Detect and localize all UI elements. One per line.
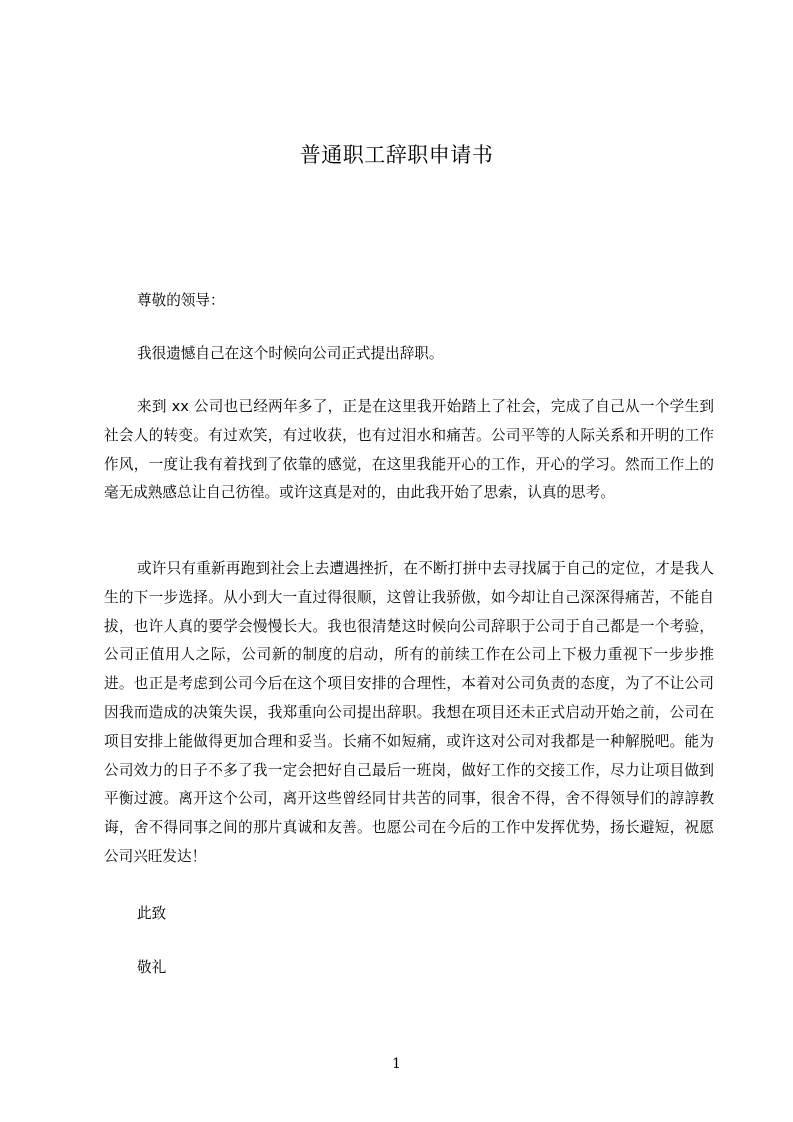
salutation: 尊敬的领导：	[137, 292, 225, 309]
body-paragraph-1: 来到 xx 公司也已经两年多了，正是在这里我开始踏上了社会，完成了自己从一个学生到社会人的转变。有过欢笑，有过收获，也有过泪水和痛苦。公司平等的人际关系和开明的工作作风，一度让我有着找到了依靠的感觉，在这里我能开心的工作，开心的学习。然而工作上的毫无成熟感总让自己彷徨。或许这真是对的，由此我开始了思索，认真的思考。	[104, 398, 714, 502]
closing-line-2: 敬礼	[137, 959, 167, 976]
page-number: 1	[392, 1056, 401, 1072]
intro-sentence: 我很遗憾自己在这个时候向公司正式提出辞职。	[137, 345, 444, 362]
body-paragraph-2: 或许只有重新再跑到社会上去遭遇挫折，在不断打拼中去寻找属于自己的定位，才是我人生的下一步选择。从小到大一直过得很顺，这曾让我骄傲，如今却让自己深深得痛苦，不能自拔，也许人真的要学会慢慢长大。我也很清楚这时候向公司辞职于公司于自己都是一个考验，公司正值用人之际，公司新的制度的启动，所有的前续工作在公司上下极力重视下一步步推进。也正是考虑到公司今后在这个项目安排的合理性，本着对公司负责的态度，为了不让公司因我而造成的决策失误，我郑重向公司提出辞职。我想在项目还未正式启动开始之前，公司在项目安排上能做得更加合理和妥当。长痛不如短痛，或许这对公司对我都是一种解脱吧。能为公司效力的日子不多了我一定会把好自己最后一班岗，做好工作的交接工作，尽力让项目做到平衡过渡。离开这个公司，离开这些曾经同甘共苦的同事，很舍不得，舍不得领导们的諄諄教诲，舍不得同事之间的那片真诚和友善。也愿公司在今后的工作中发挥优势，扬长避短，祝愿公司兴旺发达！	[104, 560, 714, 865]
document-title: 普通职工辞职申请书	[299, 143, 494, 167]
closing-line-1: 此致	[137, 905, 167, 922]
